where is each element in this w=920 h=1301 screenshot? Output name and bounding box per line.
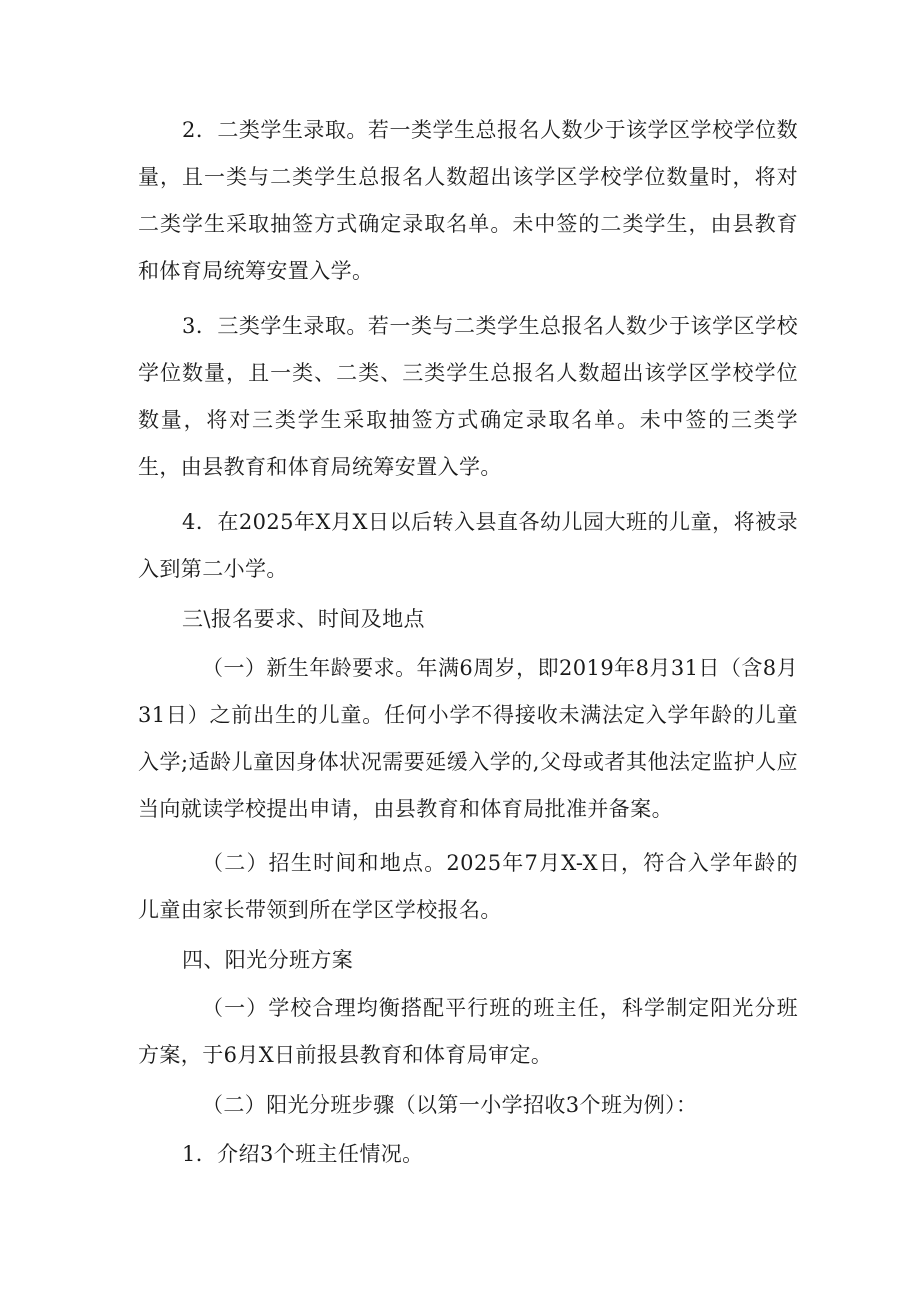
section-heading-class-assignment: 四、阳光分班方案 [182,948,354,972]
paragraph-age-requirement: （一）新生年龄要求。年满6周岁，即2019年8月31日（含8月31日）之前出生的儿童。任何小学不得接收未满法定入学年龄的儿童入学;适龄儿童因身体状况需要延缓入学的,父母或者其他法定监护人应当向就读学校提出申请，由县教育和体育局批准并备案。 [138,656,798,821]
section-heading-registration: 三\报名要求、时间及地点 [182,607,425,631]
paragraph-class3-admission: 3．三类学生录取。若一类与二类学生总报名人数少于该学区学校学位数量，且一类、二类、三类学生总报名人数超出该学区学校学位数量，将对三类学生采取抽签方式确定录取名单。未中签的三类学生，由县教育和体育局统筹安置入学。 [138,314,798,479]
paragraph-class2-admission: 2．二类学生录取。若一类学生总报名人数少于该学区学校学位数量，且一类与二类学生总报名人数超出该学区学校学位数量时，将对二类学生采取抽签方式确定录取名单。未中签的二类学生，由县教育和体育局统筹安置入学。 [138,118,798,283]
paragraph-class-steps: （二）阳光分班步骤（以第一小学招收3个班为例）： [202,1093,698,1117]
paragraph-transfer-rule: 4．在2025年X月X日以后转入县直各幼儿园大班的儿童，将被录入到第二小学。 [138,510,798,581]
paragraph-time-place: （二）招生时间和地点。2025年7月X-X日，符合入学年龄的儿童由家长带领到所在学区学校报名。 [138,851,798,922]
paragraph-teacher-allocation: （一）学校合理均衡搭配平行班的班主任，科学制定阳光分班方案，于6月X日前报县教育和体育局审定。 [138,996,798,1067]
list-item-step-1: 1．介绍3个班主任情况。 [182,1142,424,1166]
